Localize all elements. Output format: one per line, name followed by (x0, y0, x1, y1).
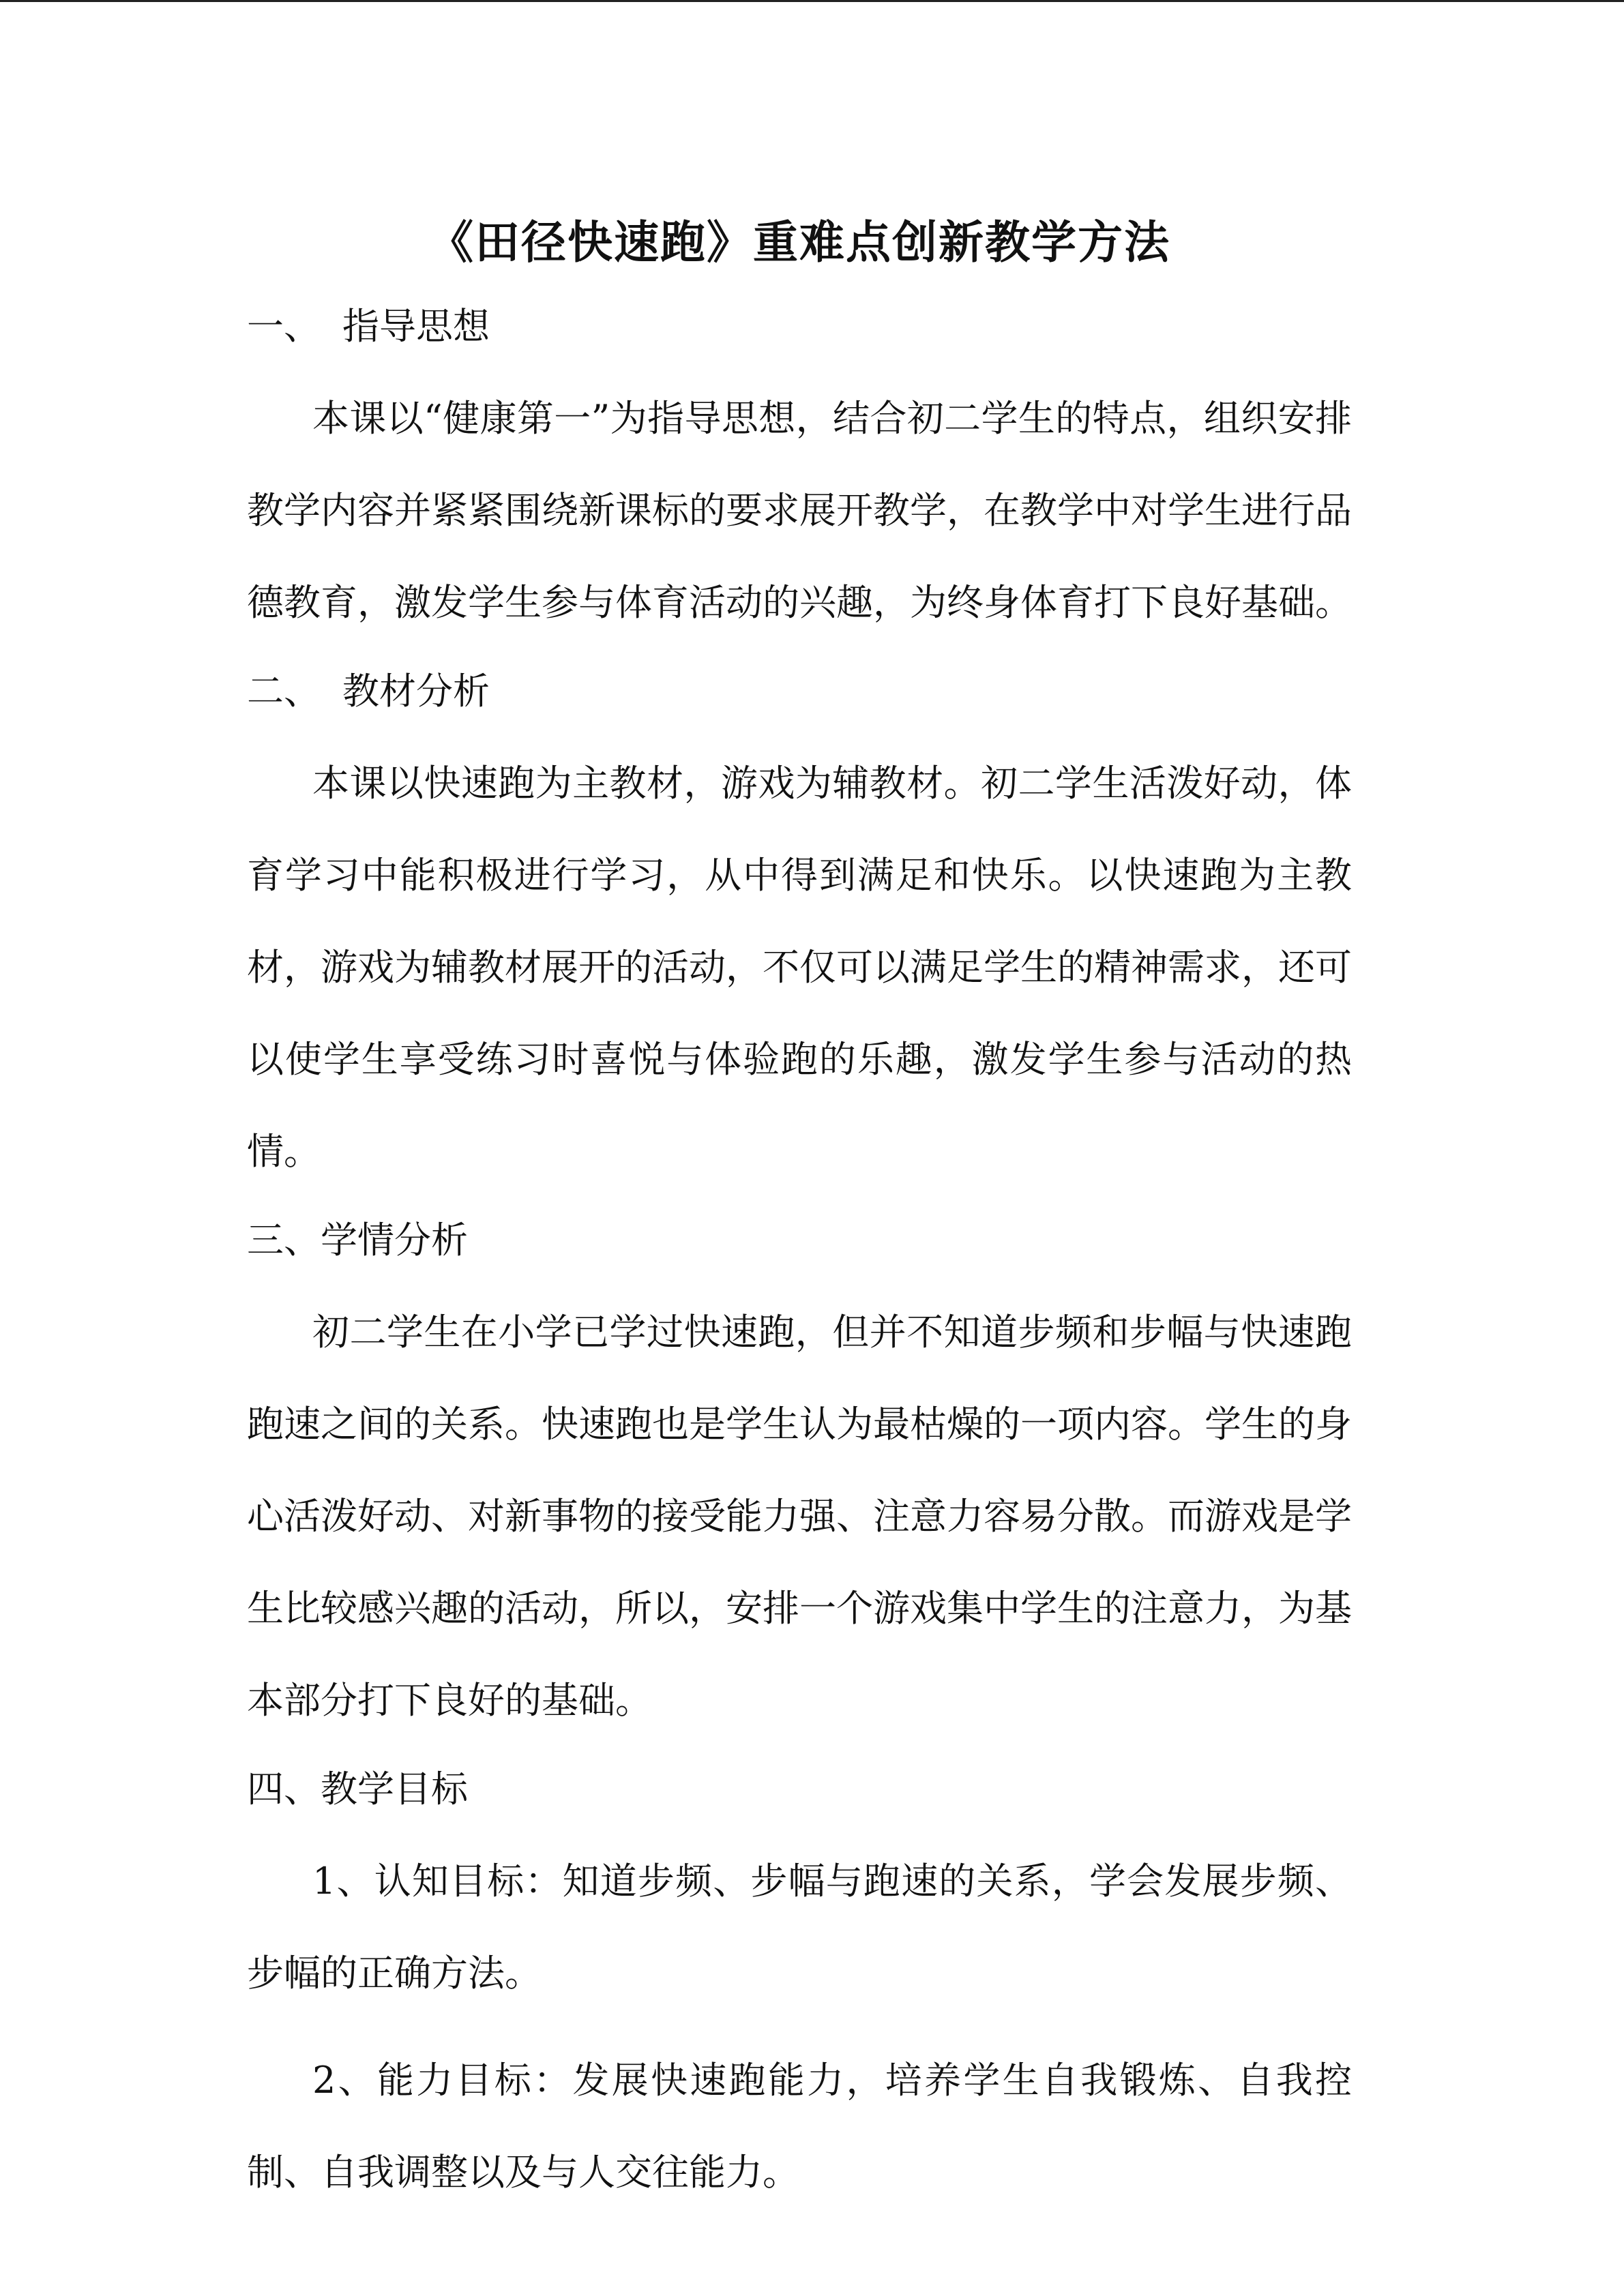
document-page (247, 205, 1352, 2231)
section-title: 指导思想 (342, 305, 490, 348)
top-border-line (0, 0, 1624, 2)
section-number: 一、 (247, 305, 321, 348)
section-heading-material-analysis (247, 661, 1352, 722)
paragraph-material-analysis: 本课以快速跑为主教材，游戏为辅教材。初二学生活泼好动，体育学习中能积极进行学习，从中得到满足和快乐。以快速跑为主教材，游戏为辅教材展开的活动，不仅可以满足学生的精神需求，还可以使学生享受练习时喜悦与体验跑的乐趣，激发学生参与活动的热情。 (247, 762, 1352, 1173)
paragraph-guiding-ideology: 本课以“健康第一”为指导思想，结合初二学生的特点，组织安排教学内容并紧紧围绕新课标的要求展开教学，在教学中对学生进行品德教育，激发学生参与体育活动的兴趣，为终身体育打下良好基础。 (247, 397, 1352, 624)
paragraph-cognitive-objective: 1、认知目标：知道步频、步幅与跑速的关系，学会发展步频、步幅的正确方法。 (247, 1860, 1352, 1995)
section-heading-student-analysis: 三、学情分析 (247, 1219, 468, 1262)
section-title: 教材分析 (342, 670, 490, 713)
section-heading-teaching-objectives: 四、教学目标 (247, 1768, 468, 1810)
section-heading-guiding-ideology (247, 296, 1352, 357)
document-title: 《田径快速跑》重难点创新教学方法 (428, 215, 1170, 269)
section-number: 二、 (247, 670, 321, 713)
paragraph-ability-objective: 2、能力目标：发展快速跑能力，培养学生自我锻炼、自我控制、自我调整以及与人交往能力。 (247, 2059, 1352, 2194)
paragraph-student-analysis: 初二学生在小学已学过快速跑，但并不知道步频和步幅与快速跑跑速之间的关系。快速跑也是学生认为最枯燥的一项内容。学生的身心活泼好动、对新事物的接受能力强、注意力容易分散。而游戏是学生比较感兴趣的活动，所以，安排一个游戏集中学生的注意力，为基本部分打下良好的基础。 (247, 1311, 1352, 1722)
